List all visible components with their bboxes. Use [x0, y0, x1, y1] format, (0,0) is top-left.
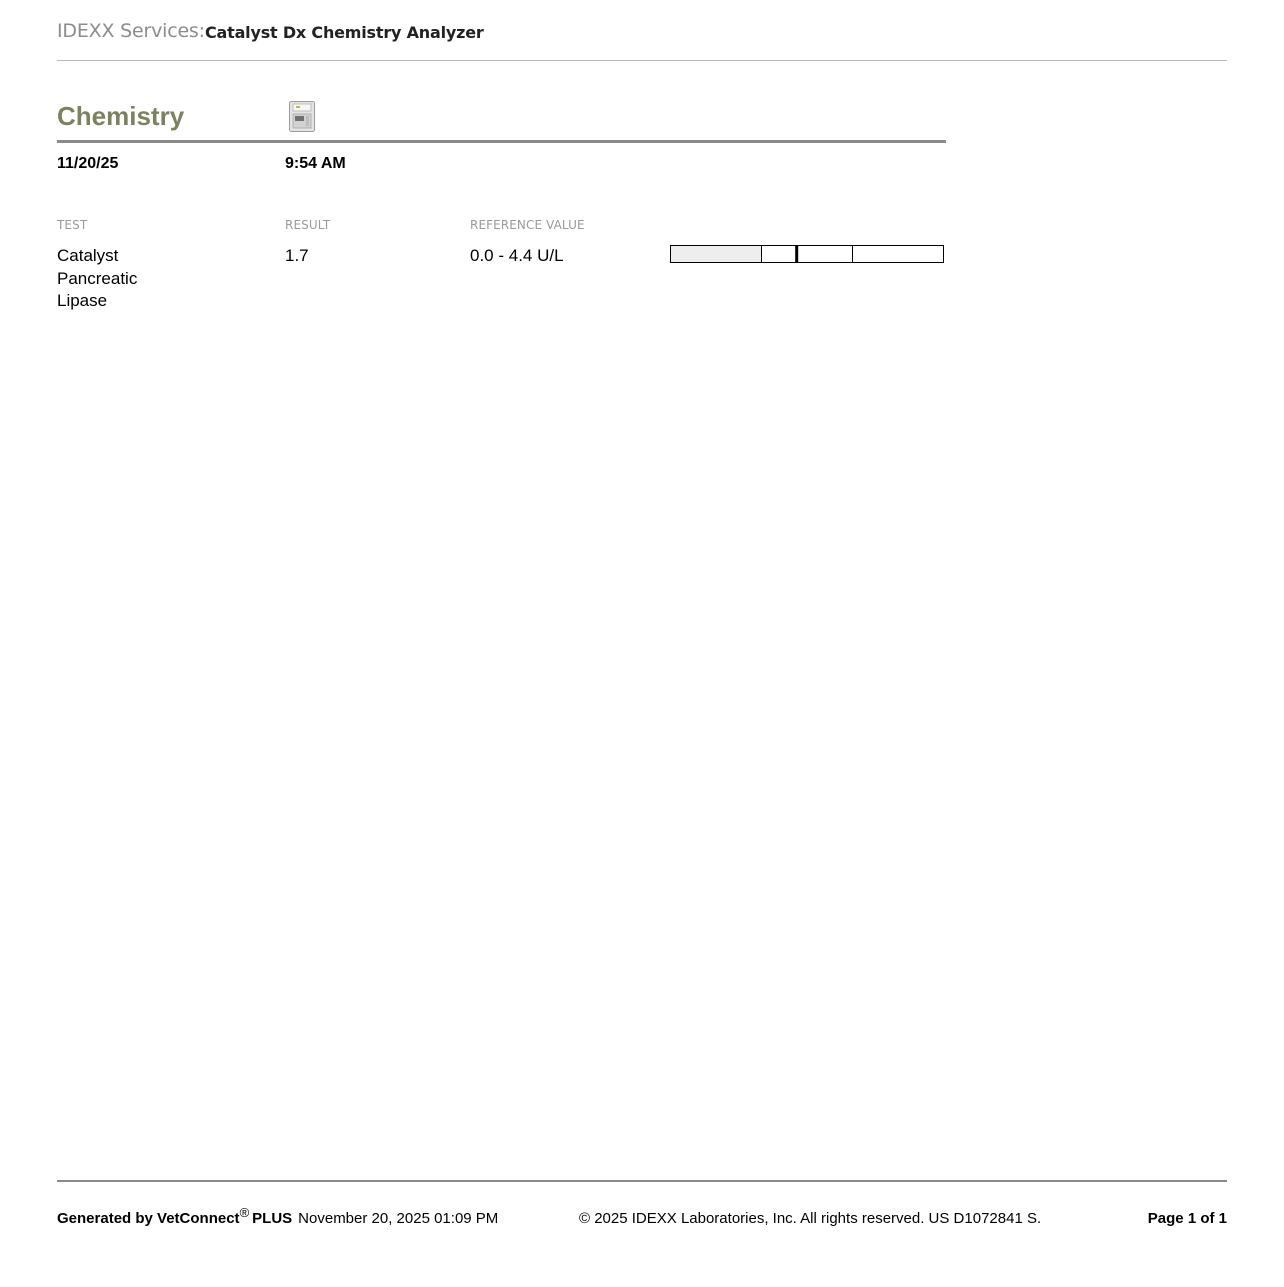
footer-generated	[57, 1205, 499, 1227]
footer-page-number: Page 1 of 1	[1147, 1210, 1227, 1227]
test-name-line: Catalyst	[57, 246, 119, 265]
footer-generated-date: November 20, 2025 01:09 PM	[298, 1210, 499, 1227]
header-title: Catalyst Dx Chemistry Analyzer	[205, 23, 484, 42]
range-bar-marker	[795, 246, 798, 263]
header-prefix: IDEXX Services:	[57, 20, 205, 42]
test-result: 1.7	[285, 246, 309, 265]
footer-copyright: © 2025 IDEXX Laboratories, Inc. All rights reserved. US D1072841 S.	[579, 1210, 1042, 1227]
column-header-result: RESULT	[285, 218, 331, 232]
footer-registered-mark: ®	[239, 1205, 250, 1220]
test-reference: 0.0 - 4.4 U/L	[470, 246, 564, 265]
analyzer-icon	[289, 101, 315, 132]
column-header-test: TEST	[57, 218, 88, 232]
footer-rule	[57, 1180, 1227, 1182]
run-time: 9:54 AM	[285, 155, 346, 172]
footer-plus: PLUS	[252, 1210, 293, 1227]
column-header-reference: REFERENCE VALUE	[470, 218, 585, 232]
section-title: Chemistry	[57, 101, 185, 131]
range-bar	[670, 245, 944, 263]
range-bar-low-zone	[671, 246, 762, 263]
section-header	[57, 96, 946, 143]
run-date: 11/20/25	[57, 155, 119, 172]
page-header	[57, 18, 1227, 61]
footer-generated-by: Generated by VetConnect	[57, 1210, 240, 1227]
test-name	[57, 245, 207, 313]
test-name-line: Pancreatic	[57, 268, 138, 288]
test-name-line: Lipase	[57, 291, 108, 310]
